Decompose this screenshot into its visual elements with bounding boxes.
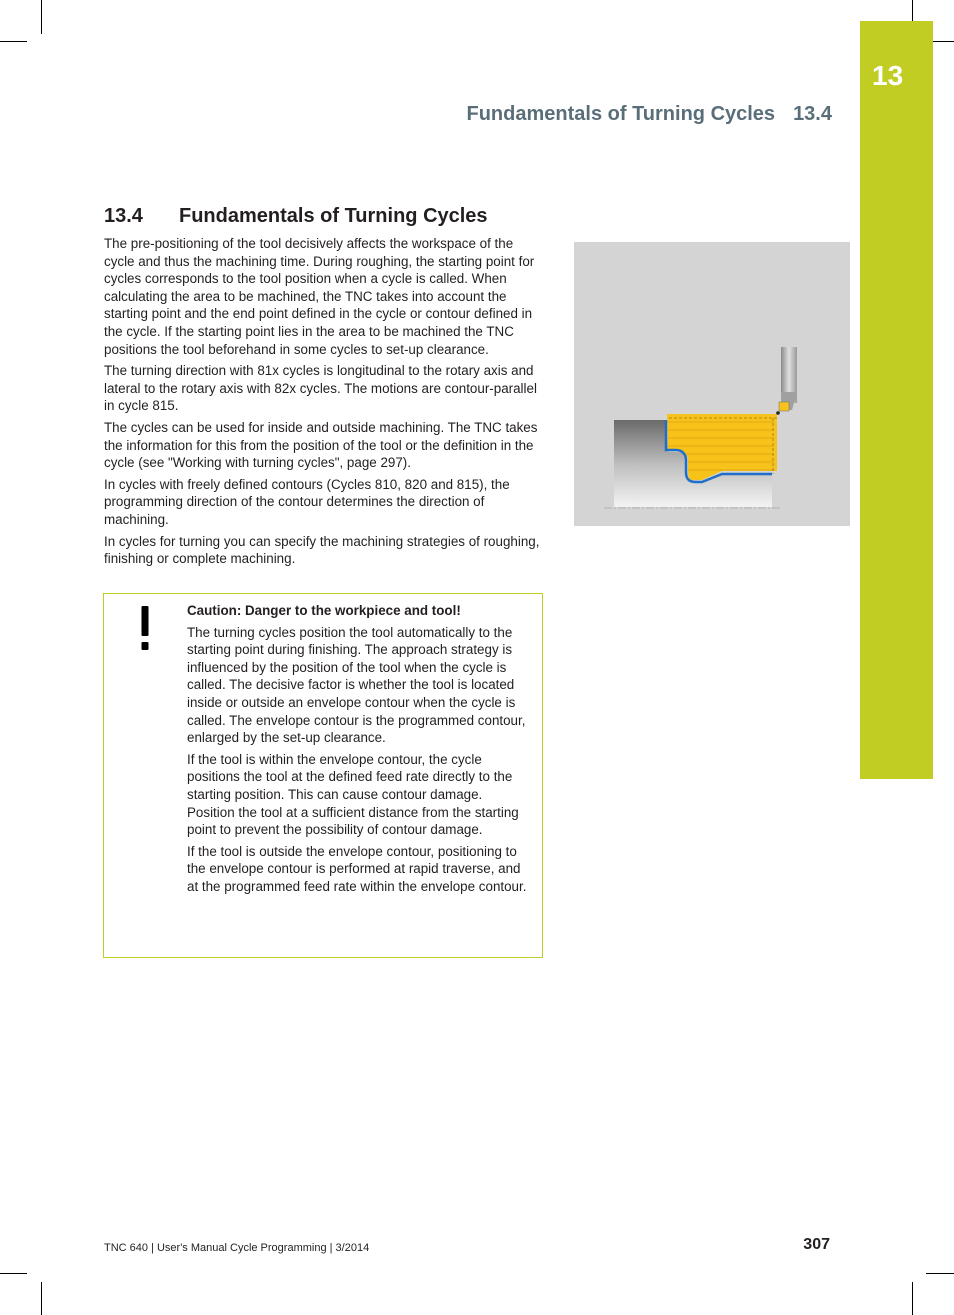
running-header-section: 13.4 xyxy=(793,103,832,125)
crop-mark xyxy=(41,1282,42,1315)
caution-box xyxy=(103,593,543,958)
running-header-title: Fundamentals of Turning Cycles xyxy=(466,103,776,125)
footer-text: TNC 640 | User's Manual Cycle Programming | 3/2014 xyxy=(104,1242,370,1254)
paragraph: The pre-positioning of the tool decisively affects the workspace of the cycle and thus the machining time. During roughing, the starting point for cycles corresponds to the tool position when a cycle is called. When calculating the area to be machined, the TNC takes into account the starting point and the end point defined in the cycle or contour defined in the cycle. If the starting point lies in the area to be machined the TNC positions the tool beforehand in some cycles to set-up clearance. xyxy=(104,236,535,357)
caution-paragraph: If the tool is within the envelope contour, the cycle positions the tool at the defined feed rate directly to the starting position. This can cause contour damage. Position the tool at a sufficient distance from the starting point to prevent the possibility of contour damage. xyxy=(187,751,519,838)
chapter-number: 13 xyxy=(872,60,904,91)
paragraph: In cycles with freely defined contours (Cycles 810, 820 and 815), the programming direction of the contour determines the direction of machining. xyxy=(104,476,510,527)
turning-cycle-figure xyxy=(574,242,850,526)
crop-mark xyxy=(912,1282,913,1315)
section-heading xyxy=(104,205,488,228)
caution-heading: Caution: Danger to the workpiece and tool! xyxy=(187,603,461,618)
running-header xyxy=(467,103,833,126)
caution-paragraph: If the tool is outside the envelope contour, positioning to the envelope contour is performed at rapid traverse, and at the programmed feed rate within the envelope contour. xyxy=(187,843,527,894)
section-number: 13.4 xyxy=(104,205,143,227)
paragraph: The cycles can be used for inside and outside machining. The TNC takes the information for this from the position of the tool or the definition in the cycle (see "Working with turning cycles", page 297). xyxy=(104,419,538,471)
page-number: 307 xyxy=(803,1236,830,1253)
section-title: Fundamentals of Turning Cycles xyxy=(179,205,488,227)
exclamation-icon xyxy=(138,606,152,652)
caution-paragraph: The turning cycles position the tool automatically to the starting point during finishing. The approach strategy is influenced by the position of the tool when the cycle is called. The decisive factor is whether the tool is located inside or outside an envelope contour when the cycle is called. The envelope contour is the programmed contour, enlarged by the set-up clearance. xyxy=(187,624,526,746)
crop-mark xyxy=(912,0,913,22)
crop-mark xyxy=(926,1273,954,1274)
tool-insert xyxy=(779,402,789,411)
paragraph: The turning direction with 81x cycles is longitudinal to the rotary axis and lateral to the rotary axis with 82x cycles. The motions are contour-parallel in cycle 815. xyxy=(104,363,537,414)
crop-mark xyxy=(0,1273,27,1274)
crop-mark xyxy=(0,41,27,42)
crop-mark xyxy=(41,0,42,34)
chapter-tab xyxy=(860,21,933,779)
caution-text xyxy=(187,602,527,900)
turning-cycle-illustration xyxy=(574,242,850,526)
paragraph: In cycles for turning you can specify the machining strategies of roughing, finishing or complete machining. xyxy=(104,533,540,567)
body-text xyxy=(104,235,544,572)
